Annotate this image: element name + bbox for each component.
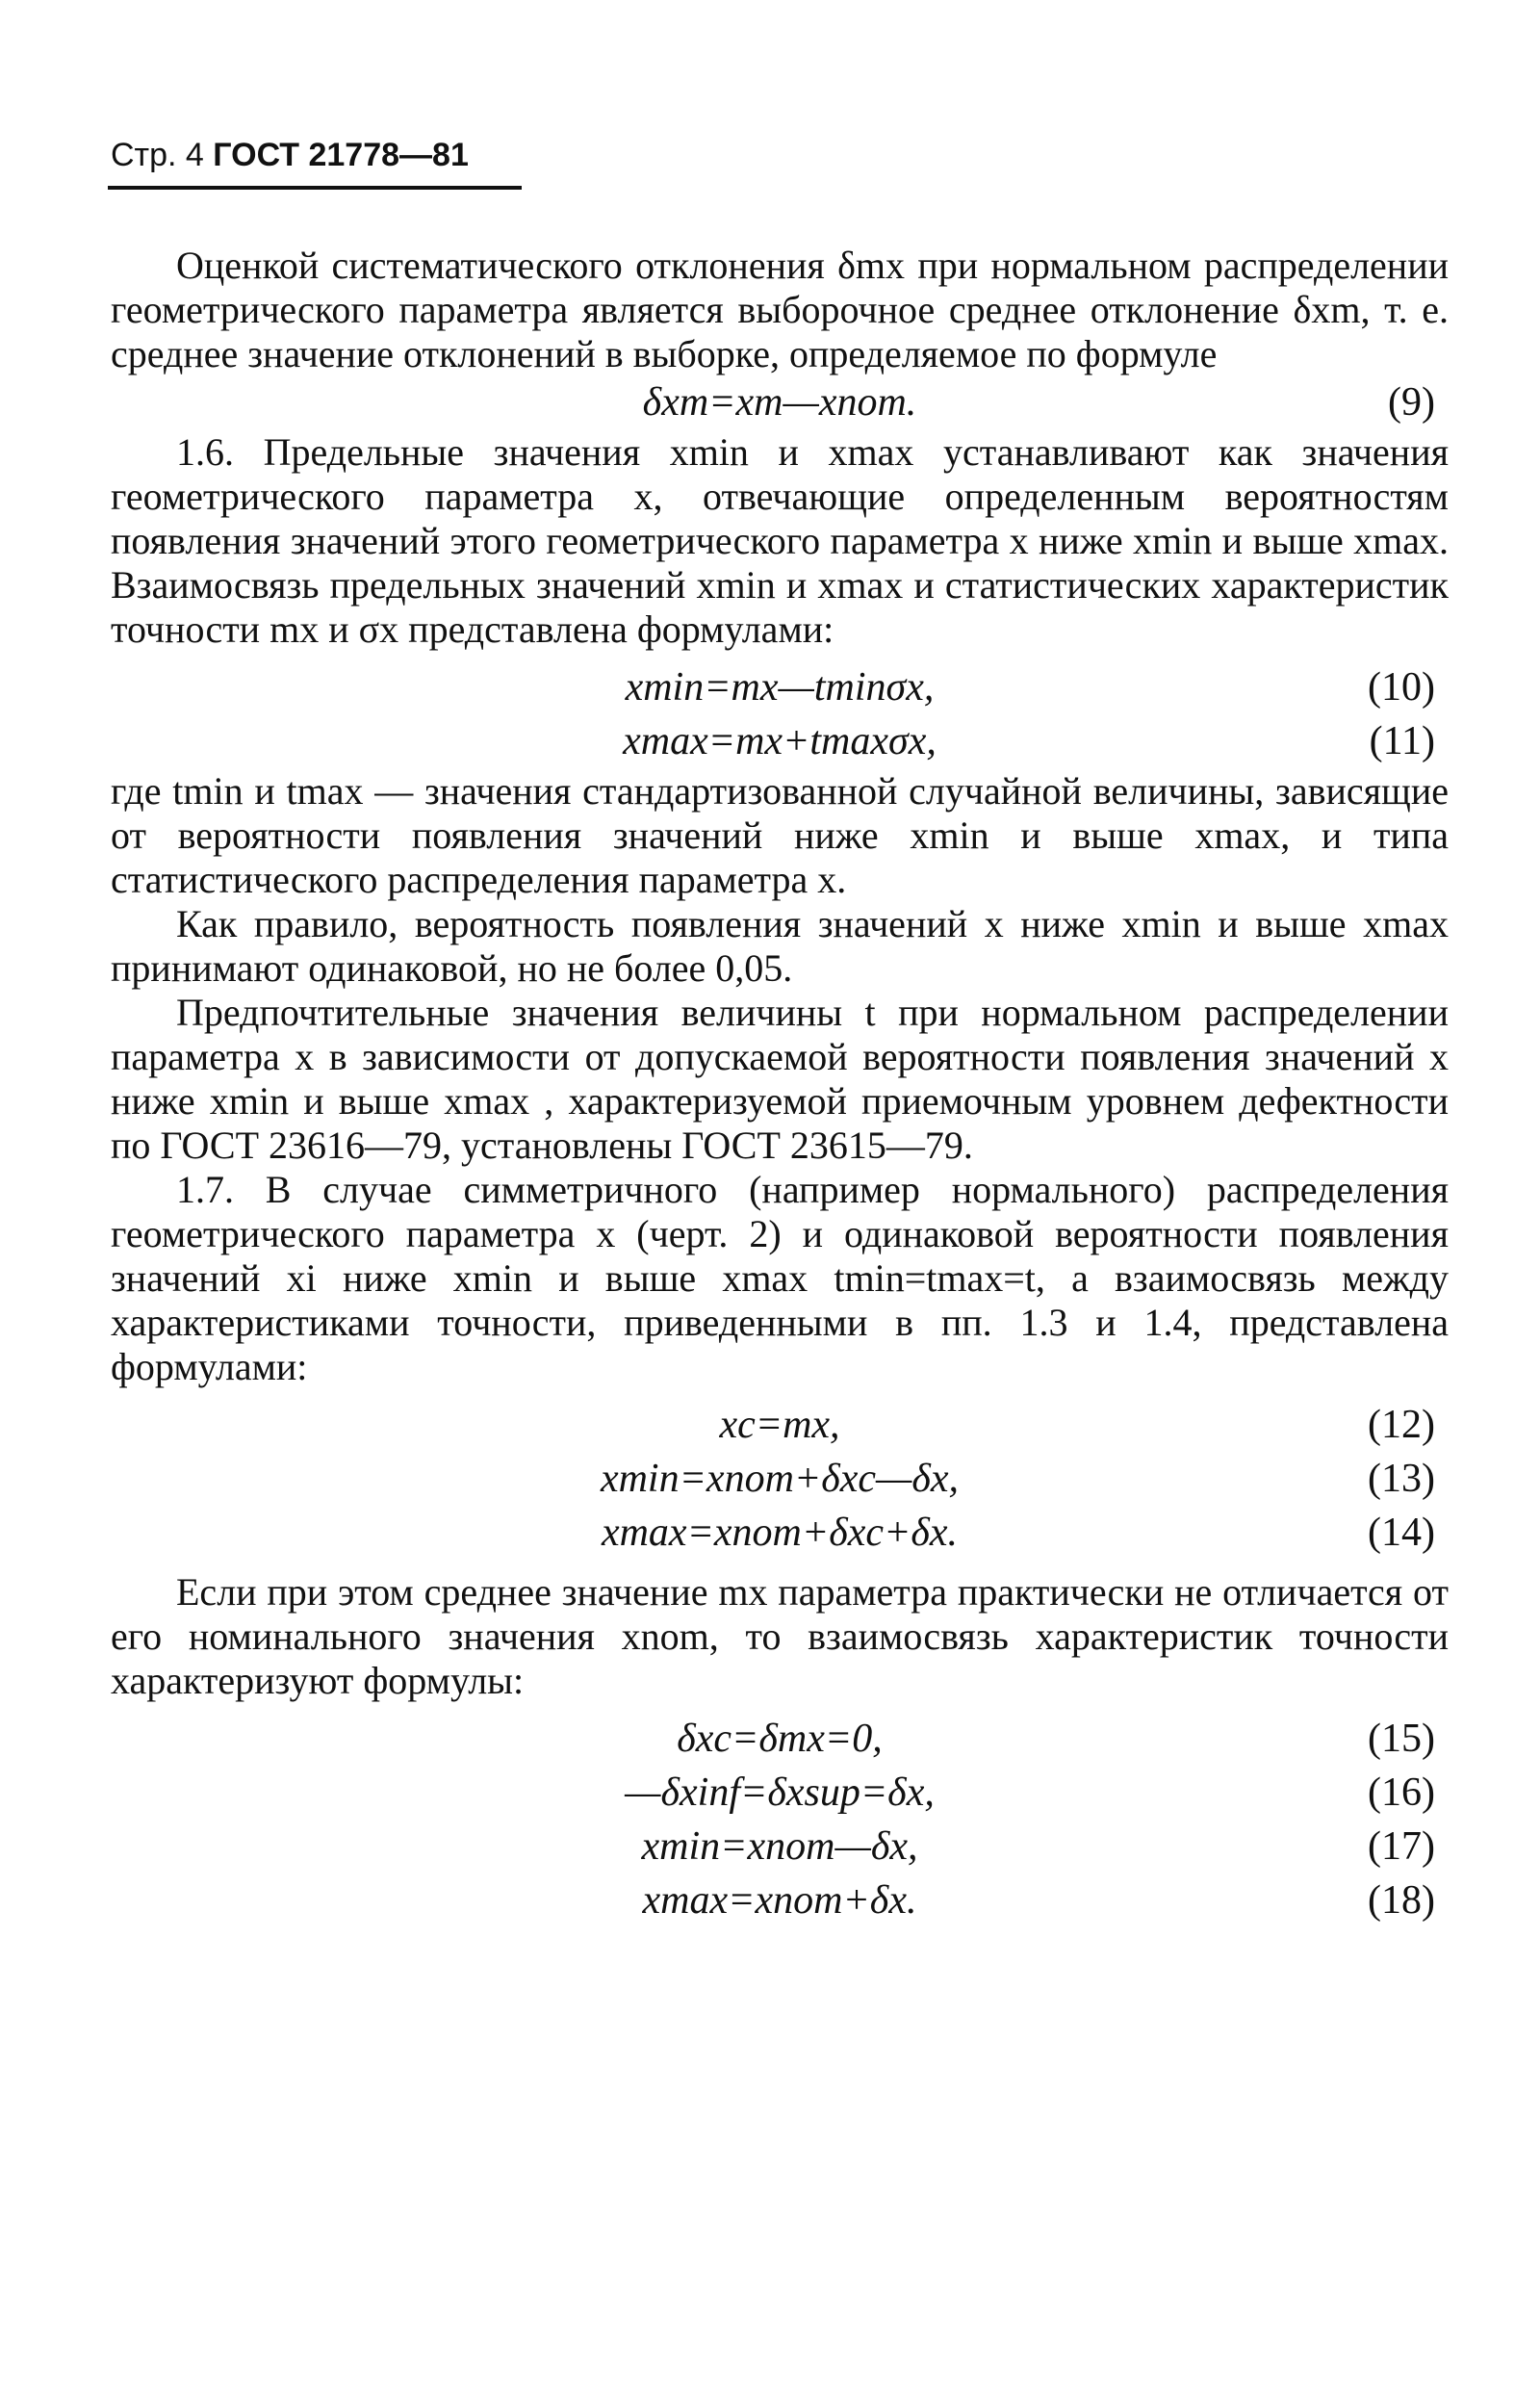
formula-16-expr: —δxinf=δxsup=δx, [625, 1770, 935, 1815]
formula-14-number: (14) [1368, 1511, 1435, 1555]
page-number: Стр. 4 [111, 137, 204, 173]
formula-13-number: (13) [1368, 1457, 1435, 1501]
standard-number: ГОСТ 21778—81 [213, 137, 469, 173]
page-header [111, 137, 469, 174]
formula-15-expr: δxc=δmx=0, [677, 1717, 883, 1761]
formula-11-expr: xmax=mx+tmaxσx, [623, 719, 937, 763]
formula-10 [111, 661, 1449, 715]
paragraph-7: Если при этом среднее значение mx параметра практически не отличается от его номинального значения xnom, то взаимосвязь характеристик точности характеризуют формулы: [111, 1570, 1449, 1702]
formula-9 [111, 376, 1449, 430]
formula-9-expr: δxm=xm—xnom. [642, 380, 917, 425]
formula-18-expr: xmax=xnom+δx. [642, 1878, 917, 1923]
formula-16 [111, 1767, 1449, 1821]
formula-17 [111, 1821, 1449, 1874]
paragraph-4: Как правило, вероятность появления значений x ниже xmin и выше xmax принимают одинаковой, но не более 0,05. [111, 902, 1449, 990]
formula-13 [111, 1453, 1449, 1507]
formula-11 [111, 715, 1449, 769]
formula-11-number: (11) [1369, 719, 1435, 763]
body-text [111, 244, 1449, 1928]
formula-10-expr: xmin=mx—tminσx, [625, 665, 935, 710]
formula-9-number: (9) [1388, 380, 1435, 425]
formula-10-number: (10) [1368, 665, 1435, 710]
formula-17-number: (17) [1368, 1824, 1435, 1869]
formula-16-number: (16) [1368, 1770, 1435, 1815]
formula-14-expr: xmax=xnom+δxc+δx. [601, 1511, 959, 1555]
paragraph-5: Предпочтительные значения величины t при нормальном распределении параметра x в зависимости от допускаемой вероятности появления значений x ниже xmin и выше xmax , характеризуемой приемочным уровнем дефектности по ГОСТ 23616—79, установлены ГОСТ 23615—79. [111, 991, 1449, 1167]
formula-15 [111, 1713, 1449, 1767]
formula-17-expr: xmin=xnom—δx, [641, 1824, 918, 1869]
paragraph-2: 1.6. Предельные значения xmin и xmax устанавливают как значения геометрического параметра x, отвечающие определенным вероятностям появления значений этого геометрического параметра x ниже xmin и выше xmax. Взаимосвязь предельных значений xmin и xmax и статистических характеристик точности mx и σx представлена формулами: [111, 430, 1449, 651]
paragraph-1: Оценкой систематического отклонения δmx при нормальном распределении геометрического параметра является выборочное среднее отклонение δxm, т. е. среднее значение отклонений в выборке, определяемое по формуле [111, 244, 1449, 375]
formula-14 [111, 1507, 1449, 1561]
header-rule [108, 186, 522, 190]
formula-18-number: (18) [1368, 1878, 1435, 1923]
formula-13-expr: xmin=xnom+δxc—δx, [600, 1457, 960, 1501]
formula-12 [111, 1399, 1449, 1453]
paragraph-6: 1.7. В случае симметричного (например нормального) распределения геометрического параметра x (черт. 2) и одинаковой вероятности появления значений xi ниже xmin и выше xmax tmin=tmax=t, а взаимосвязь между характеристиками точности, приведенными в пп. 1.3 и 1.4, представлена формулами: [111, 1168, 1449, 1388]
formula-12-number: (12) [1368, 1403, 1435, 1447]
formula-12-expr: xc=mx, [719, 1403, 840, 1447]
formula-15-number: (15) [1368, 1717, 1435, 1761]
formula-18 [111, 1874, 1449, 1928]
paragraph-3: где tmin и tmax — значения стандартизованной случайной величины, зависящие от вероятности появления значений ниже xmin и выше xmax, и типа статистического распределения параметра x. [111, 769, 1449, 901]
